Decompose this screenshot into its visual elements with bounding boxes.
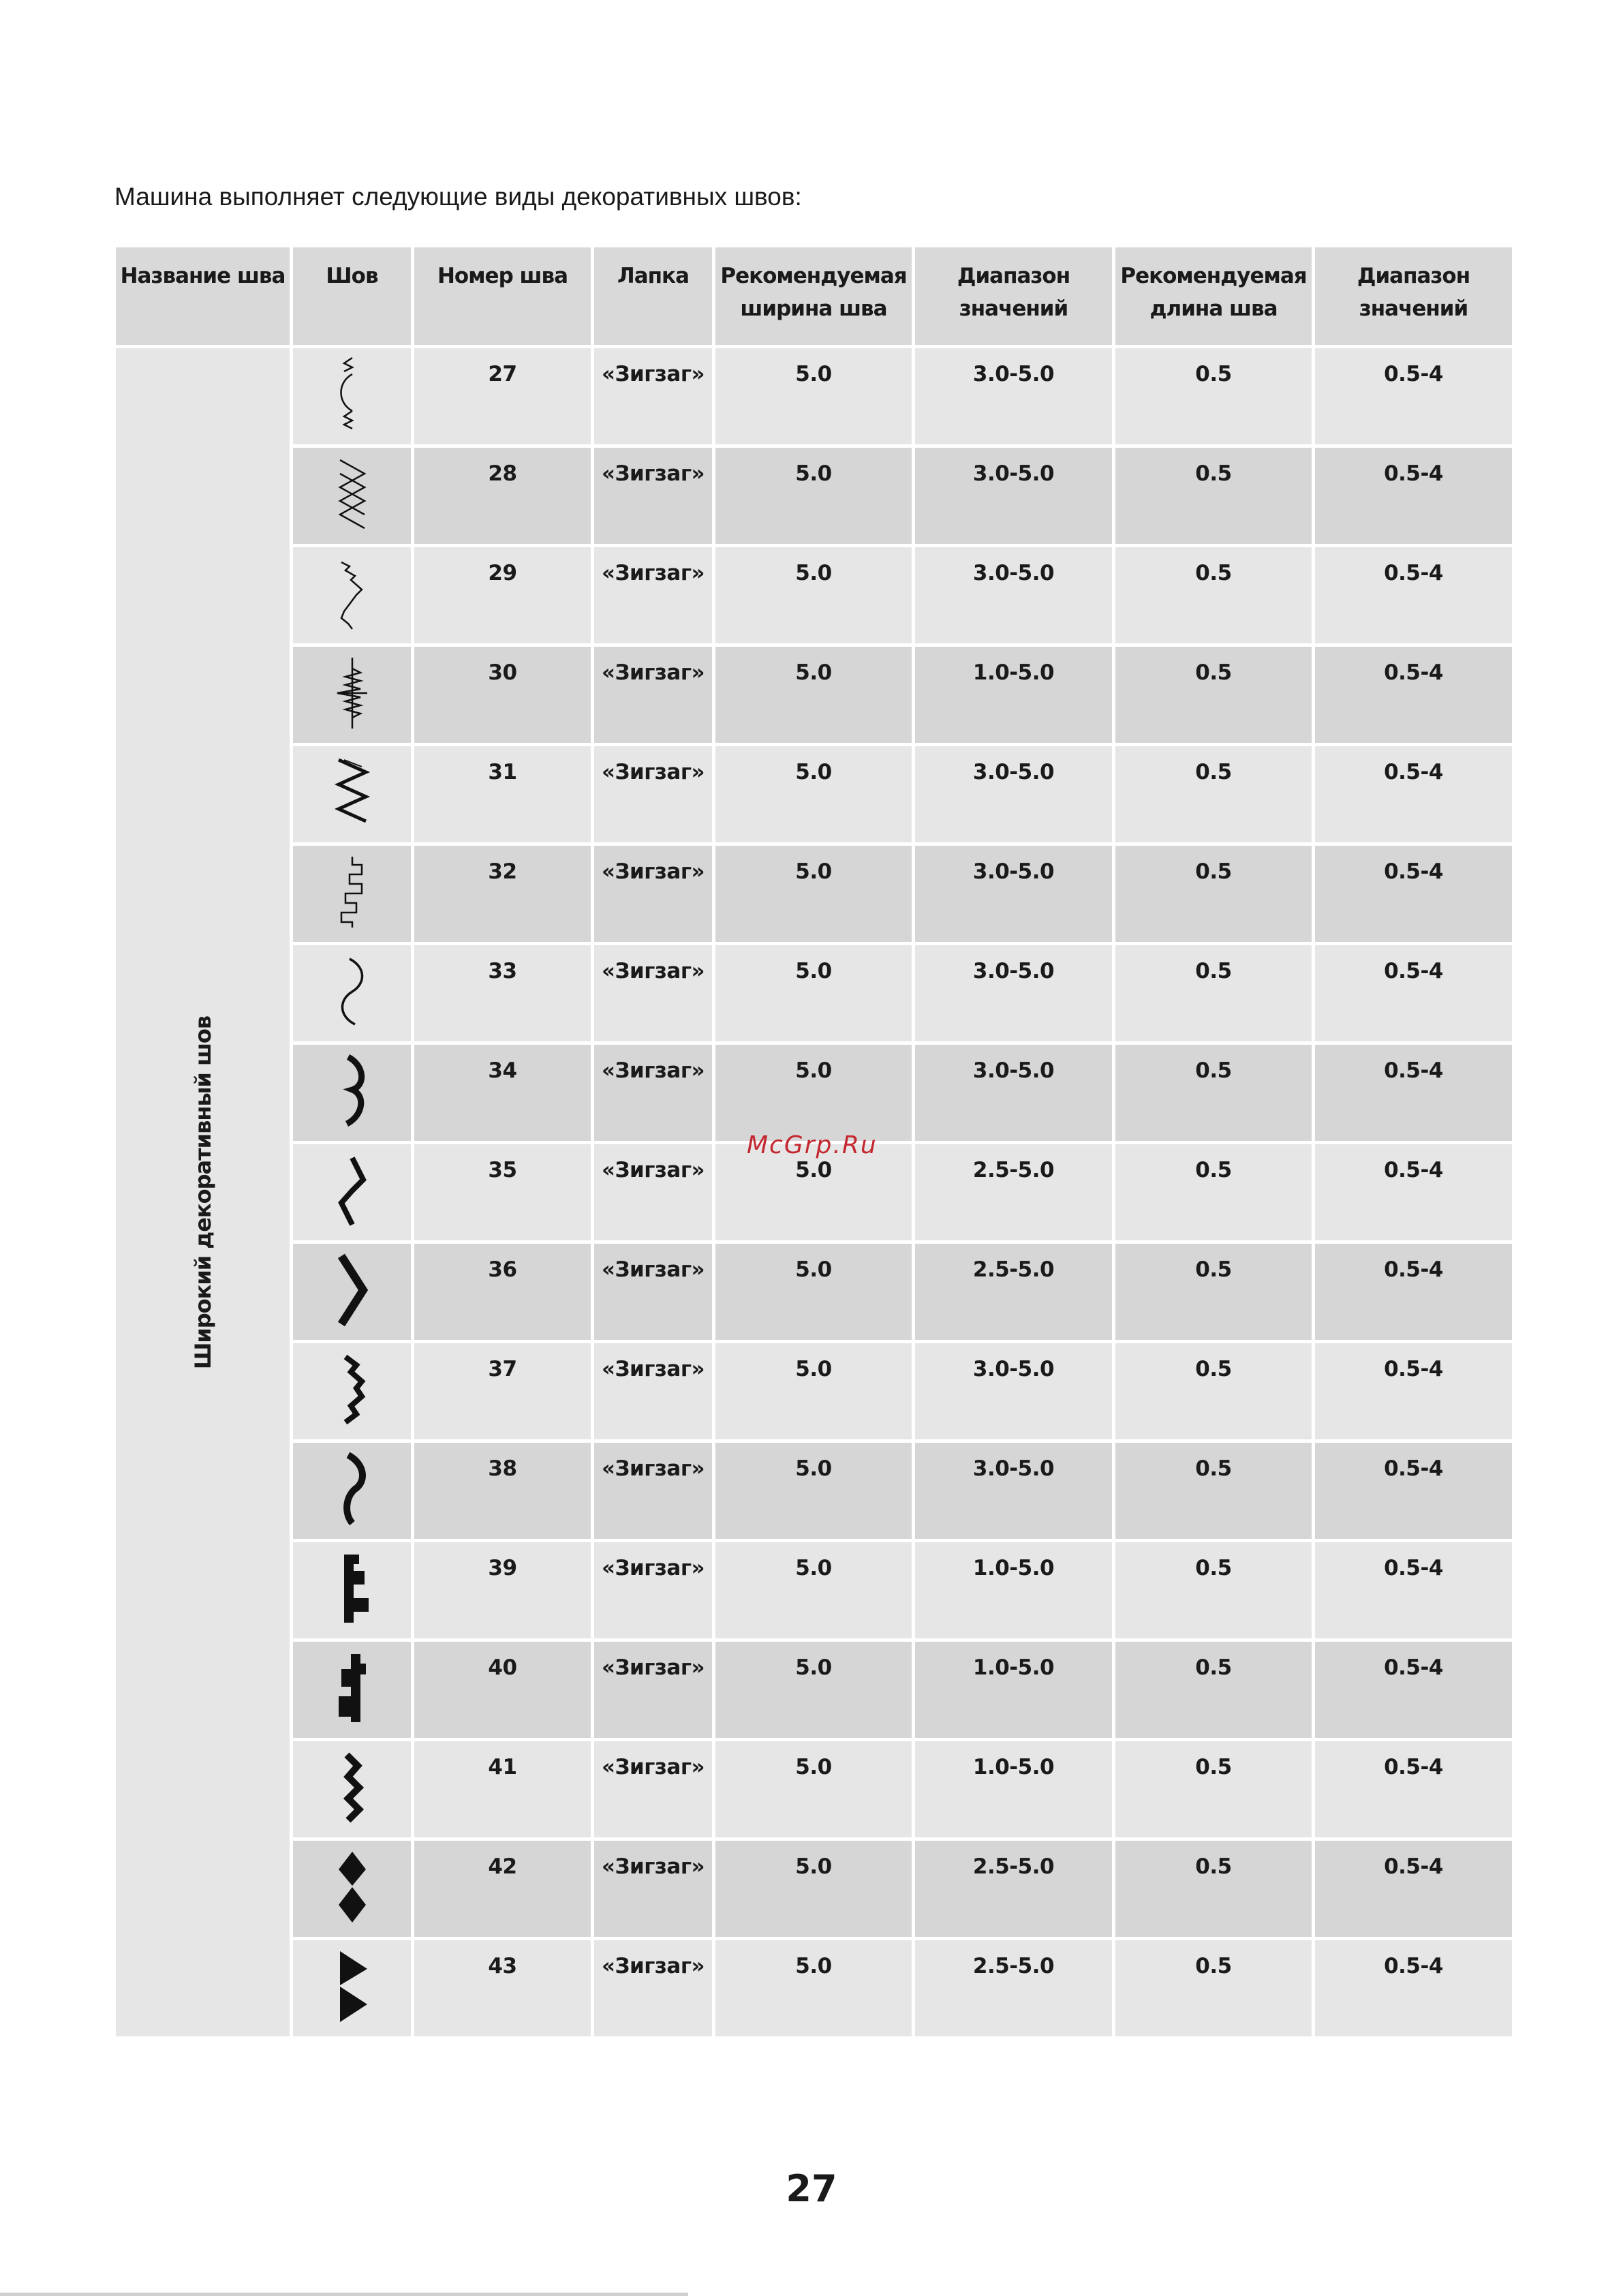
width-range-cell: 3.0-5.0 [915, 746, 1112, 842]
length-range-cell: 0.5-4 [1315, 1343, 1512, 1439]
table-row [116, 1244, 1512, 1340]
stitch-number-cell: 36 [414, 1244, 591, 1340]
rec-length-cell: 0.5 [1115, 1741, 1312, 1837]
stitch-number-cell: 32 [414, 846, 591, 942]
stitch-icon-cell [293, 1940, 411, 2036]
rec-width-cell: 5.0 [715, 448, 912, 544]
foot-cell: «Зигзаг» [594, 1741, 712, 1837]
width-range-cell: 3.0-5.0 [915, 448, 1112, 544]
foot-cell: «Зигзаг» [594, 348, 712, 444]
stitch-number-cell: 38 [414, 1443, 591, 1539]
foot-cell: «Зигзаг» [594, 547, 712, 643]
rec-width-cell: 5.0 [715, 746, 912, 842]
width-range-cell: 2.5-5.0 [915, 1841, 1112, 1937]
foot-cell: «Зигзаг» [594, 1144, 712, 1240]
table-row [116, 945, 1512, 1041]
double-zigzag-stitch-icon [332, 453, 373, 535]
length-range-cell: 0.5-4 [1315, 448, 1512, 544]
chevron-satin-stitch-icon [332, 1249, 373, 1331]
castle-satin-stitch-icon [332, 1647, 373, 1729]
width-range-cell: 2.5-5.0 [915, 1940, 1112, 2036]
rec-length-cell: 0.5 [1115, 1045, 1312, 1141]
header-foot: Лапка [594, 247, 712, 345]
stitch-icon-cell [293, 746, 411, 842]
width-range-cell: 3.0-5.0 [915, 1045, 1112, 1141]
block-satin-stitch-icon [332, 1548, 373, 1629]
rec-length-cell: 0.5 [1115, 1244, 1312, 1340]
width-range-cell: 1.0-5.0 [915, 647, 1112, 743]
foot-cell: «Зигзаг» [594, 1940, 712, 2036]
table-row [116, 1940, 1512, 2036]
rec-length-cell: 0.5 [1115, 1841, 1312, 1937]
width-range-cell: 2.5-5.0 [915, 1144, 1112, 1240]
length-range-cell: 0.5-4 [1315, 1642, 1512, 1738]
stitch-icon-cell [293, 945, 411, 1041]
rec-width-cell: 5.0 [715, 945, 912, 1041]
rec-width-cell: 5.0 [715, 647, 912, 743]
stitch-number-cell: 28 [414, 448, 591, 544]
length-range-cell: 0.5-4 [1315, 945, 1512, 1041]
satin-zigzag-stitch-icon [332, 752, 373, 833]
stitch-number-cell: 31 [414, 746, 591, 842]
width-range-cell: 3.0-5.0 [915, 945, 1112, 1041]
header-stitch: Шов [293, 247, 411, 345]
rec-length-cell: 0.5 [1115, 448, 1312, 544]
foot-cell: «Зигзаг» [594, 448, 712, 544]
foot-cell: «Зигзаг» [594, 1443, 712, 1539]
scallop-satin-stitch-icon [332, 1050, 373, 1132]
width-range-cell: 3.0-5.0 [915, 348, 1112, 444]
serpentine-stitch-icon [332, 951, 373, 1032]
table-row [116, 746, 1512, 842]
stitch-icon-cell [293, 1244, 411, 1340]
table-row [116, 1343, 1512, 1439]
table-row [116, 1741, 1512, 1837]
foot-cell: «Зигзаг» [594, 746, 712, 842]
stitch-number-cell: 27 [414, 348, 591, 444]
rec-length-cell: 0.5 [1115, 846, 1312, 942]
table-row [116, 647, 1512, 743]
stitch-icon-cell [293, 1045, 411, 1141]
table-row [116, 547, 1512, 643]
rec-length-cell: 0.5 [1115, 647, 1312, 743]
length-range-cell: 0.5-4 [1315, 846, 1512, 942]
header-width-range: Диапазон значений [915, 247, 1112, 345]
stitch-number-cell: 42 [414, 1841, 591, 1937]
width-range-cell: 3.0-5.0 [915, 547, 1112, 643]
diamond-satin-stitch-icon [332, 1150, 373, 1231]
length-range-cell: 0.5-4 [1315, 746, 1512, 842]
rec-width-cell: 5.0 [715, 1244, 912, 1340]
rec-width-cell: 5.0 [715, 1841, 912, 1937]
rec-width-cell: 5.0 [715, 1741, 912, 1837]
foot-cell: «Зигзаг» [594, 1244, 712, 1340]
stitch-number-cell: 30 [414, 647, 591, 743]
table-row [116, 846, 1512, 942]
stitch-icon-cell [293, 846, 411, 942]
rec-length-cell: 0.5 [1115, 1443, 1312, 1539]
width-range-cell: 2.5-5.0 [915, 1244, 1112, 1340]
table-row [116, 348, 1512, 444]
rec-length-cell: 0.5 [1115, 348, 1312, 444]
stitch-number-cell: 35 [414, 1144, 591, 1240]
table-row [116, 1045, 1512, 1141]
step-stitch-icon [332, 851, 373, 933]
bottom-rule [0, 2293, 688, 2296]
rec-width-cell: 5.0 [715, 1542, 912, 1638]
stitch-number-cell: 40 [414, 1642, 591, 1738]
stitch-number-cell: 41 [414, 1741, 591, 1837]
foot-cell: «Зигзаг» [594, 1343, 712, 1439]
rec-length-cell: 0.5 [1115, 1343, 1312, 1439]
arrow-zigzag-stitch-icon [332, 652, 373, 734]
stitch-icon-cell [293, 1144, 411, 1240]
stitch-icon-cell [293, 547, 411, 643]
width-range-cell: 1.0-5.0 [915, 1642, 1112, 1738]
length-range-cell: 0.5-4 [1315, 348, 1512, 444]
intro-text: Машина выполняет следующие виды декоративных швов: [114, 183, 802, 211]
stitch-number-cell: 29 [414, 547, 591, 643]
triangle-satin-stitch-icon [332, 1946, 373, 2027]
foot-cell: «Зигзаг» [594, 647, 712, 743]
stitch-icon-cell [293, 1642, 411, 1738]
header-length-range: Диапазон значений [1315, 247, 1512, 345]
notched-satin-stitch-icon [332, 1747, 373, 1828]
header-number: Номер шва [414, 247, 591, 345]
chevron-stitch-icon [332, 553, 373, 634]
width-range-cell: 1.0-5.0 [915, 1542, 1112, 1638]
table-row [116, 1443, 1512, 1539]
length-range-cell: 0.5-4 [1315, 1045, 1512, 1141]
stitch-icon-cell [293, 348, 411, 444]
table-row [116, 448, 1512, 544]
rec-width-cell: 5.0 [715, 1343, 912, 1439]
rec-length-cell: 0.5 [1115, 1542, 1312, 1638]
rec-width-cell: 5.0 [715, 1940, 912, 2036]
foot-cell: «Зигзаг» [594, 1841, 712, 1937]
length-range-cell: 0.5-4 [1315, 1443, 1512, 1539]
length-range-cell: 0.5-4 [1315, 1542, 1512, 1638]
length-range-cell: 0.5-4 [1315, 1244, 1512, 1340]
rec-width-cell: 5.0 [715, 348, 912, 444]
stitch-icon-cell [293, 1841, 411, 1937]
rec-length-cell: 0.5 [1115, 1642, 1312, 1738]
stepped-satin-stitch-icon [332, 1349, 373, 1430]
table-row [116, 1841, 1512, 1937]
foot-cell: «Зигзаг» [594, 846, 712, 942]
width-range-cell: 1.0-5.0 [915, 1741, 1112, 1837]
rec-length-cell: 0.5 [1115, 945, 1312, 1041]
rec-length-cell: 0.5 [1115, 746, 1312, 842]
rec-length-cell: 0.5 [1115, 547, 1312, 643]
rec-width-cell: 5.0 [715, 547, 912, 643]
watermark: McGrp.Ru [747, 1131, 878, 1159]
stitch-group-name-cell [116, 348, 290, 2036]
stitch-icon-cell [293, 1343, 411, 1439]
rec-length-cell: 0.5 [1115, 1940, 1312, 2036]
stitch-group-name: Широкий декоративный шов [189, 1015, 216, 1369]
length-range-cell: 0.5-4 [1315, 1940, 1512, 2036]
header-rec-length: Рекомендуемая длина шва [1115, 247, 1312, 345]
header-rec-width: Рекомендуемая ширина шва [715, 247, 912, 345]
width-range-cell: 3.0-5.0 [915, 1443, 1112, 1539]
table-row [116, 1642, 1512, 1738]
wave-zigzag-stitch-icon [332, 354, 373, 435]
table-header-row [116, 247, 1512, 345]
rec-length-cell: 0.5 [1115, 1144, 1312, 1240]
rec-width-cell: 5.0 [715, 1642, 912, 1738]
stitch-icon-cell [293, 448, 411, 544]
stitch-number-cell: 34 [414, 1045, 591, 1141]
length-range-cell: 0.5-4 [1315, 1741, 1512, 1837]
foot-cell: «Зигзаг» [594, 1542, 712, 1638]
foot-cell: «Зигзаг» [594, 945, 712, 1041]
width-range-cell: 3.0-5.0 [915, 1343, 1112, 1439]
table-row [116, 1542, 1512, 1638]
stitch-number-cell: 39 [414, 1542, 591, 1638]
header-name: Название шва [116, 247, 290, 345]
length-range-cell: 0.5-4 [1315, 647, 1512, 743]
rec-width-cell: 5.0 [715, 1045, 912, 1141]
stitch-number-cell: 43 [414, 1940, 591, 2036]
stitch-icon-cell [293, 1741, 411, 1837]
stitch-number-cell: 37 [414, 1343, 591, 1439]
length-range-cell: 0.5-4 [1315, 547, 1512, 643]
rec-width-cell: 5.0 [715, 1144, 912, 1240]
foot-cell: «Зигзаг» [594, 1045, 712, 1141]
length-range-cell: 0.5-4 [1315, 1841, 1512, 1937]
length-range-cell: 0.5-4 [1315, 1144, 1512, 1240]
page-number: 27 [786, 2167, 837, 2210]
stitch-icon-cell [293, 647, 411, 743]
foot-cell: «Зигзаг» [594, 1642, 712, 1738]
stitch-icon-cell [293, 1542, 411, 1638]
stitch-number-cell: 33 [414, 945, 591, 1041]
rec-width-cell: 5.0 [715, 1443, 912, 1539]
double-diamond-stitch-icon [332, 1846, 373, 1928]
crescent-satin-stitch-icon [332, 1448, 373, 1530]
stitch-icon-cell [293, 1443, 411, 1539]
width-range-cell: 3.0-5.0 [915, 846, 1112, 942]
rec-width-cell: 5.0 [715, 846, 912, 942]
